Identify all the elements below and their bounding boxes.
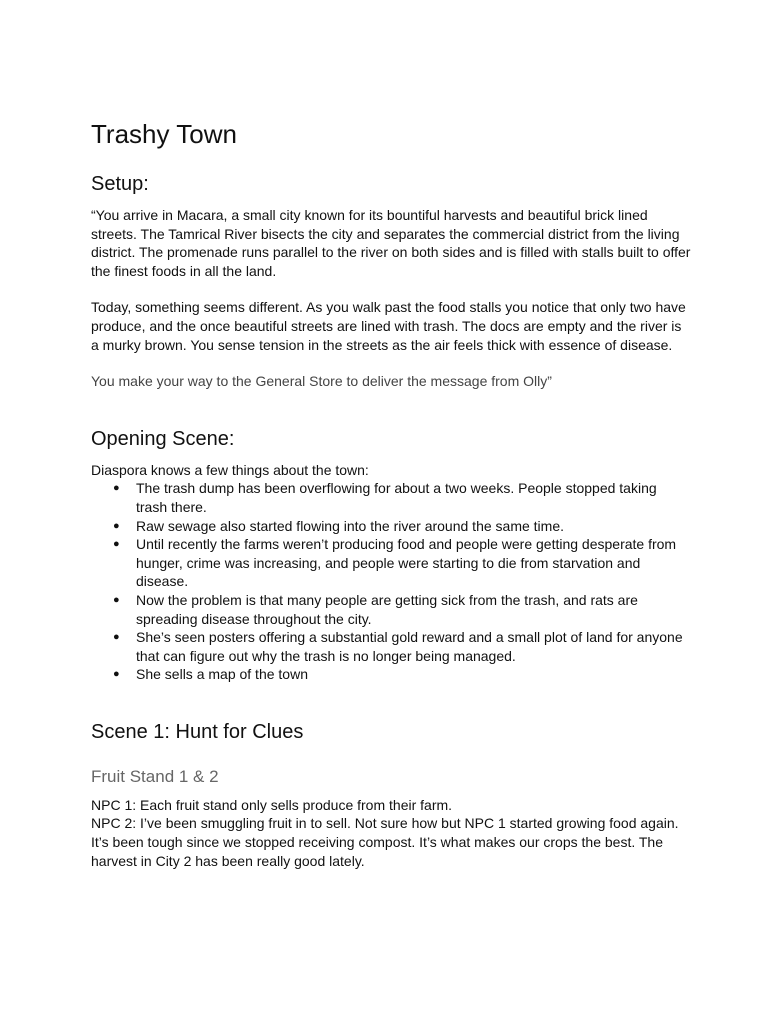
spacer (91, 280, 691, 298)
spacer (91, 391, 691, 427)
bullet-icon: ● (113, 593, 120, 606)
fruit-stand-subheading: Fruit Stand 1 & 2 (91, 766, 219, 786)
npc-line: NPC 1: Each fruit stand only sells produce from their farm. (91, 796, 453, 813)
setup-paragraph: “You arrive in Macara, a small city known for its bountiful harvests and beautiful brick lined streets. The Tamrical River bisects the city and separates the commercial district from the living district. The promenade runs parallel to the river on both sides and is filled with stalls built to offer the finest foods in all the land. (91, 207, 691, 279)
list-item (91, 665, 691, 684)
setup-paragraph: You make your way to the General Store to deliver the message from Olly” (91, 373, 552, 390)
spacer (91, 354, 691, 372)
bullet-icon: ● (113, 482, 120, 495)
bullet-icon: ● (113, 538, 120, 551)
opening-intro: Diaspora knows a few things about the town: (91, 461, 369, 478)
list-item-text: The trash dump has been overflowing for about a two weeks. People stopped taking trash there. (136, 480, 657, 515)
list-item (91, 535, 691, 591)
list-item-text: She’s seen posters offering a substantial gold reward and a small plot of land for anyone that can figure out why the trash is no longer being managed. (136, 629, 683, 664)
setup-heading: Setup: (91, 173, 149, 195)
npc-line: NPC 2: I’ve been smuggling fruit in to sell. Not sure how but NPC 1 started growing food again. It’s been tough since we stopped receiving compost. It’s what makes our crops the best. The harvest in City 2 has been really good lately. (91, 815, 679, 869)
list-item (91, 479, 691, 516)
opening-scene-heading: Opening Scene: (91, 427, 235, 450)
list-item (91, 628, 691, 665)
list-item-text: Until recently the farms weren’t producing food and people were getting desperate from hunger, crime was increasing, and people were starting to die from starvation and disease. (136, 536, 677, 590)
list-item-text: Now the problem is that many people are getting sick from the trash, and rats are spreading disease throughout the city. (136, 591, 638, 627)
bullet-icon: ● (113, 631, 120, 644)
document-title: Trashy Town (91, 119, 237, 149)
spacer (91, 684, 691, 720)
bullet-icon: ● (113, 519, 120, 532)
list-item-text: Raw sewage also started flowing into the river around the same time. (136, 517, 564, 534)
scene-1-heading: Scene 1: Hunt for Clues (91, 720, 304, 743)
list-item (91, 517, 691, 536)
bullet-icon: ● (113, 668, 120, 681)
opening-bullet-list (91, 479, 691, 684)
list-item (91, 591, 691, 628)
list-item-text: She sells a map of the town (136, 666, 308, 683)
spacer (91, 754, 691, 766)
setup-paragraph: Today, something seems different. As you walk past the food stalls you notice that only two have produce, and the once beautiful streets are lined with trash. The docs are empty and the river is a murky brown. You sense tension in the streets as the air feels thick with essence of disease. (91, 299, 686, 353)
document-body (91, 118, 691, 870)
